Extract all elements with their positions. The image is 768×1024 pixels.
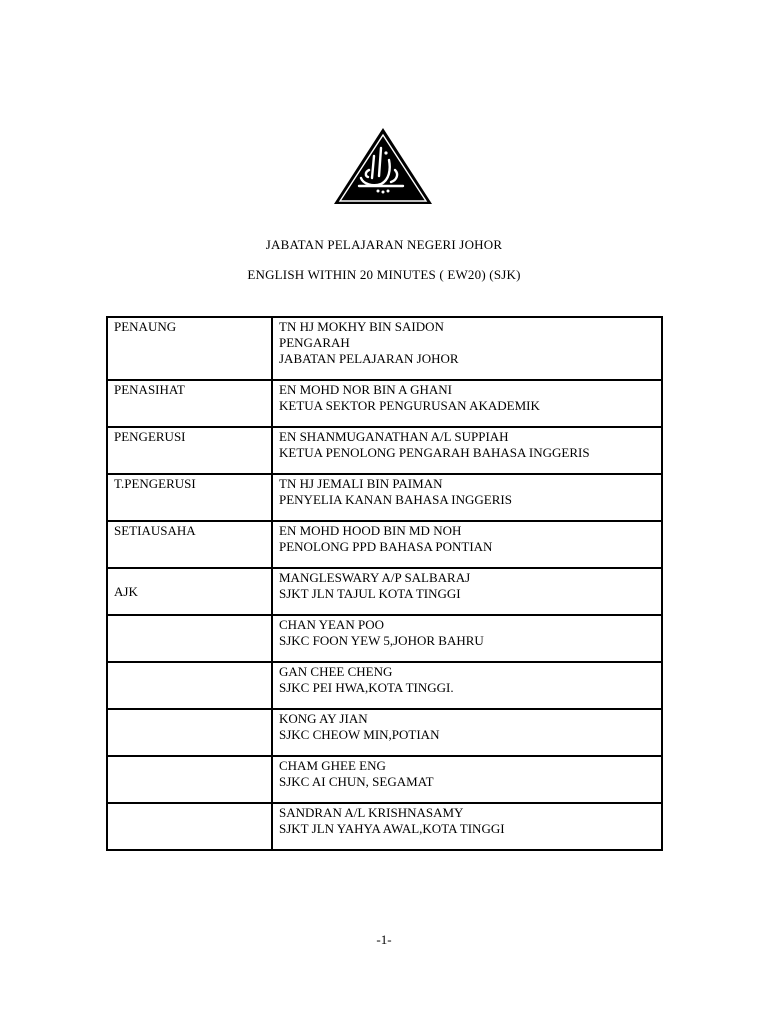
member-cell	[272, 756, 662, 803]
member-cell	[272, 380, 662, 427]
member-cell	[272, 803, 662, 850]
member-position: PENGARAH	[279, 335, 350, 350]
table-row	[107, 474, 662, 521]
role-cell: SETIAUSAHA	[107, 521, 272, 568]
table-row	[107, 662, 662, 709]
table-row	[107, 756, 662, 803]
member-school: SJKC AI CHUN, SEGAMAT	[279, 774, 434, 789]
member-position: PENYELIA KANAN BAHASA INGGERIS	[279, 492, 512, 507]
role-cell: AJK	[107, 568, 272, 615]
table-row	[107, 380, 662, 427]
member-school: SJKT JLN YAHYA AWAL,KOTA TINGGI	[279, 821, 505, 836]
member-cell	[272, 568, 662, 615]
table-row	[107, 568, 662, 615]
member-position: PENOLONG PPD BAHASA PONTIAN	[279, 539, 493, 554]
member-name: EN SHANMUGANATHAN A/L SUPPIAH	[279, 429, 509, 444]
member-cell	[272, 474, 662, 521]
member-position: KETUA SEKTOR PENGURUSAN AKADEMIK	[279, 398, 540, 413]
table-row	[107, 317, 662, 380]
role-cell	[107, 709, 272, 756]
table-row	[107, 803, 662, 850]
member-cell	[272, 427, 662, 474]
role-cell	[107, 756, 272, 803]
member-cell	[272, 709, 662, 756]
role-cell: PENASIHAT	[107, 380, 272, 427]
member-school: SJKC FOON YEW 5,JOHOR BAHRU	[279, 633, 484, 648]
member-position: KETUA PENOLONG PENGARAH BAHASA INGGERIS	[279, 445, 590, 460]
jabatan-pelajaran-crest-icon	[331, 126, 435, 206]
member-cell	[272, 615, 662, 662]
table-row	[107, 709, 662, 756]
role-cell	[107, 803, 272, 850]
role-cell: T.PENGERUSI	[107, 474, 272, 521]
role-cell	[107, 662, 272, 709]
member-name: CHAN YEAN POO	[279, 617, 384, 632]
member-name: CHAM GHEE ENG	[279, 758, 386, 773]
table-row	[107, 521, 662, 568]
member-school: SJKT JLN TAJUL KOTA TINGGI	[279, 586, 461, 601]
role-cell: PENGERUSI	[107, 427, 272, 474]
member-cell	[272, 662, 662, 709]
member-name: TN HJ MOKHY BIN SAIDON	[279, 319, 444, 334]
member-school: SJKC PEI HWA,KOTA TINGGI.	[279, 680, 454, 695]
member-name: KONG AY JIAN	[279, 711, 368, 726]
committee-table	[106, 316, 663, 851]
table-row	[107, 615, 662, 662]
member-department: JABATAN PELAJARAN JOHOR	[279, 351, 459, 366]
member-name: EN MOHD HOOD BIN MD NOH	[279, 523, 462, 538]
member-cell	[272, 521, 662, 568]
member-name: TN HJ JEMALI BIN PAIMAN	[279, 476, 443, 491]
table-row	[107, 427, 662, 474]
role-cell	[107, 615, 272, 662]
document-title: JABATAN PELAJARAN NEGERI JOHOR	[265, 237, 503, 252]
member-name: EN MOHD NOR BIN A GHANI	[279, 382, 452, 397]
page-number: -1-	[376, 932, 392, 947]
member-name: MANGLESWARY A/P SALBARAJ	[279, 570, 471, 585]
member-school: SJKC CHEOW MIN,POTIAN	[279, 727, 440, 742]
role-cell: PENAUNG	[107, 317, 272, 380]
member-cell	[272, 317, 662, 380]
document-subtitle: ENGLISH WITHIN 20 MINUTES ( EW20) (SJK)	[247, 267, 521, 282]
member-name: SANDRAN A/L KRISHNASAMY	[279, 805, 464, 820]
member-name: GAN CHEE CHENG	[279, 664, 393, 679]
